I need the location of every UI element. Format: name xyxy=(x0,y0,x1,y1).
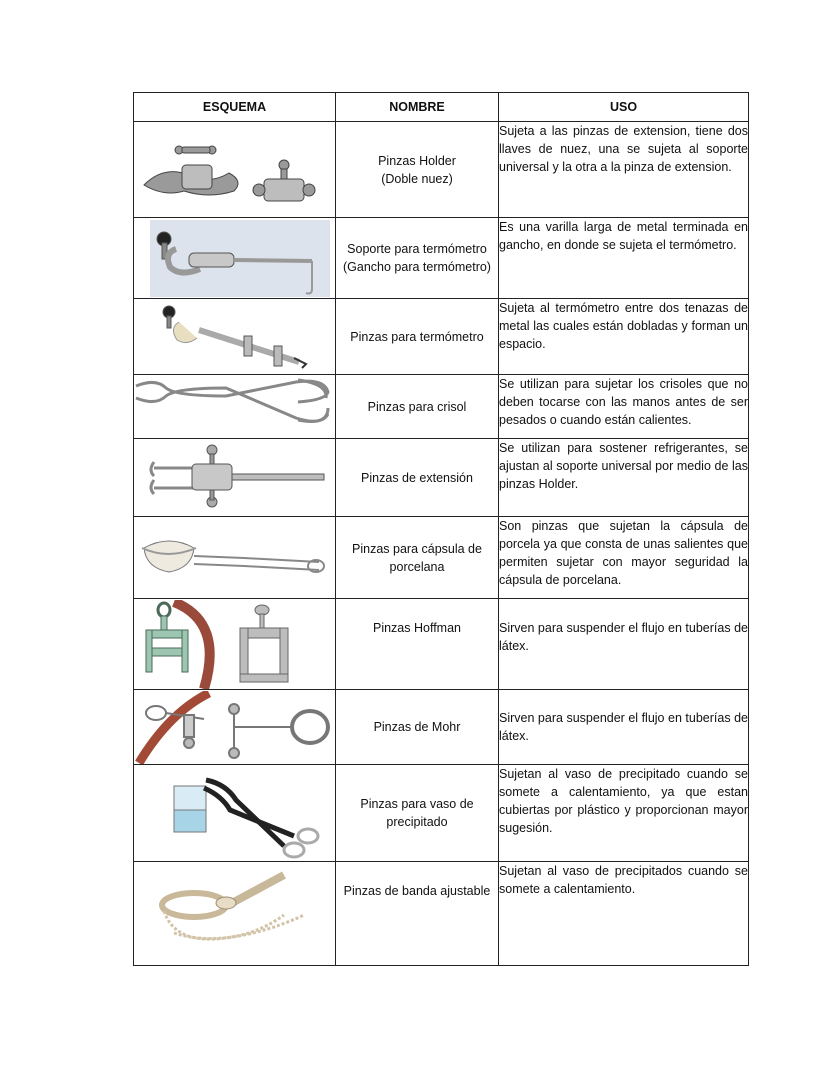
use-cell xyxy=(499,375,749,439)
table-row xyxy=(134,765,749,862)
item-name: Pinzas para crisol xyxy=(367,399,467,414)
item-use: Sirven para suspender el flujo en tuberías de látex. xyxy=(499,711,748,743)
table-row xyxy=(134,218,749,299)
item-use: Son pinzas que sujetan la cápsula de porcela ya que consta de unas salientes que permiten sujetar con mayor seguridad la cápsula de porcelana. xyxy=(499,519,748,587)
item-use: Sujeta al termómetro entre dos tenazas de metal las cuales están dobladas y forman un espacio. xyxy=(499,301,748,351)
mohr-clamp-icon xyxy=(134,691,334,764)
thermometer-clamp-icon xyxy=(134,300,334,374)
use-cell xyxy=(499,862,749,966)
table-row xyxy=(134,862,749,966)
item-use: Sujeta a las pinzas de extension, tiene dos llaves de nuez, una se sujeta al soporte universal y la otra a la pinza de extension. xyxy=(499,124,748,174)
schema-cell xyxy=(134,765,336,862)
thermometer-hook-icon xyxy=(134,219,334,298)
table-row xyxy=(134,690,749,765)
crucible-tongs-icon xyxy=(134,376,334,438)
porcelain-dish-tongs-icon xyxy=(134,518,334,598)
use-cell xyxy=(499,122,749,218)
item-name: Pinzas para vaso de precipitado xyxy=(360,797,474,829)
schema-cell xyxy=(134,599,336,690)
item-use: Sirven para suspender el flujo en tuberías de látex. xyxy=(499,621,748,653)
schema-cell xyxy=(134,517,336,599)
adjustable-band-clamp-icon xyxy=(134,863,334,965)
item-use: Sujetan al vaso de precipitados cuando se somete a calentamiento. xyxy=(499,864,748,896)
name-cell xyxy=(336,765,499,862)
name-cell xyxy=(336,690,499,765)
table-header-row xyxy=(134,93,749,122)
equipment-table xyxy=(133,92,749,966)
name-cell xyxy=(336,375,499,439)
item-name: Pinzas para termómetro xyxy=(350,329,484,344)
hoffman-clamp-icon xyxy=(134,600,334,689)
table-row xyxy=(134,439,749,517)
item-name: Pinzas de banda ajustable xyxy=(343,884,491,898)
use-cell xyxy=(499,439,749,517)
name-cell xyxy=(336,862,499,966)
item-name: Pinzas para cápsula de porcelana xyxy=(352,541,482,574)
item-use: Es una varilla larga de metal terminada en gancho, en donde se sujeta el termómetro. xyxy=(499,220,748,252)
schema-cell xyxy=(134,690,336,765)
use-cell xyxy=(499,299,749,375)
holder-clamp-icon xyxy=(134,123,334,217)
item-name: Soporte para termómetro xyxy=(347,242,487,256)
table-row xyxy=(134,517,749,599)
schema-cell xyxy=(134,299,336,375)
item-name: Pinzas de Mohr xyxy=(373,720,461,734)
schema-cell xyxy=(134,375,336,439)
table-row xyxy=(134,122,749,218)
name-cell xyxy=(336,599,499,690)
header-use: USO xyxy=(499,93,749,122)
item-name: Pinzas Hoffman xyxy=(372,621,461,635)
table-row xyxy=(134,375,749,439)
schema-cell xyxy=(134,122,336,218)
schema-cell xyxy=(134,439,336,517)
schema-cell xyxy=(134,218,336,299)
item-use: Se utilizan para sostener refrigerantes, se ajustan al soporte universal por medio de las pinzas Holder. xyxy=(499,441,748,491)
item-name-alt: (Gancho para termómetro) xyxy=(343,260,491,274)
use-cell xyxy=(499,765,749,862)
item-use: Se utilizan para sujetar los crisoles que no deben tocarse con las manos antes de ser pesados o cuando están calientes. xyxy=(499,377,748,427)
header-name: NOMBRE xyxy=(336,93,499,122)
item-name: Pinzas Holder xyxy=(378,153,456,168)
name-cell xyxy=(336,122,499,218)
table-row xyxy=(134,599,749,690)
name-cell xyxy=(336,299,499,375)
header-schema: ESQUEMA xyxy=(134,93,336,122)
name-cell xyxy=(336,517,499,599)
use-cell xyxy=(499,690,749,765)
extension-clamp-icon xyxy=(134,440,334,516)
item-name: Pinzas de extensión xyxy=(361,470,473,485)
schema-cell xyxy=(134,862,336,966)
name-cell xyxy=(336,439,499,517)
use-cell xyxy=(499,218,749,299)
use-cell xyxy=(499,599,749,690)
name-cell xyxy=(336,218,499,299)
use-cell xyxy=(499,517,749,599)
beaker-tongs-icon xyxy=(134,766,334,861)
table-row xyxy=(134,299,749,375)
item-use: Sujetan al vaso de precipitado cuando se somete a calentamiento, ya que estan cubiertas por plástico y proporcionan mayor sugesión. xyxy=(499,767,748,835)
item-name-alt: (Doble nuez) xyxy=(381,171,453,186)
